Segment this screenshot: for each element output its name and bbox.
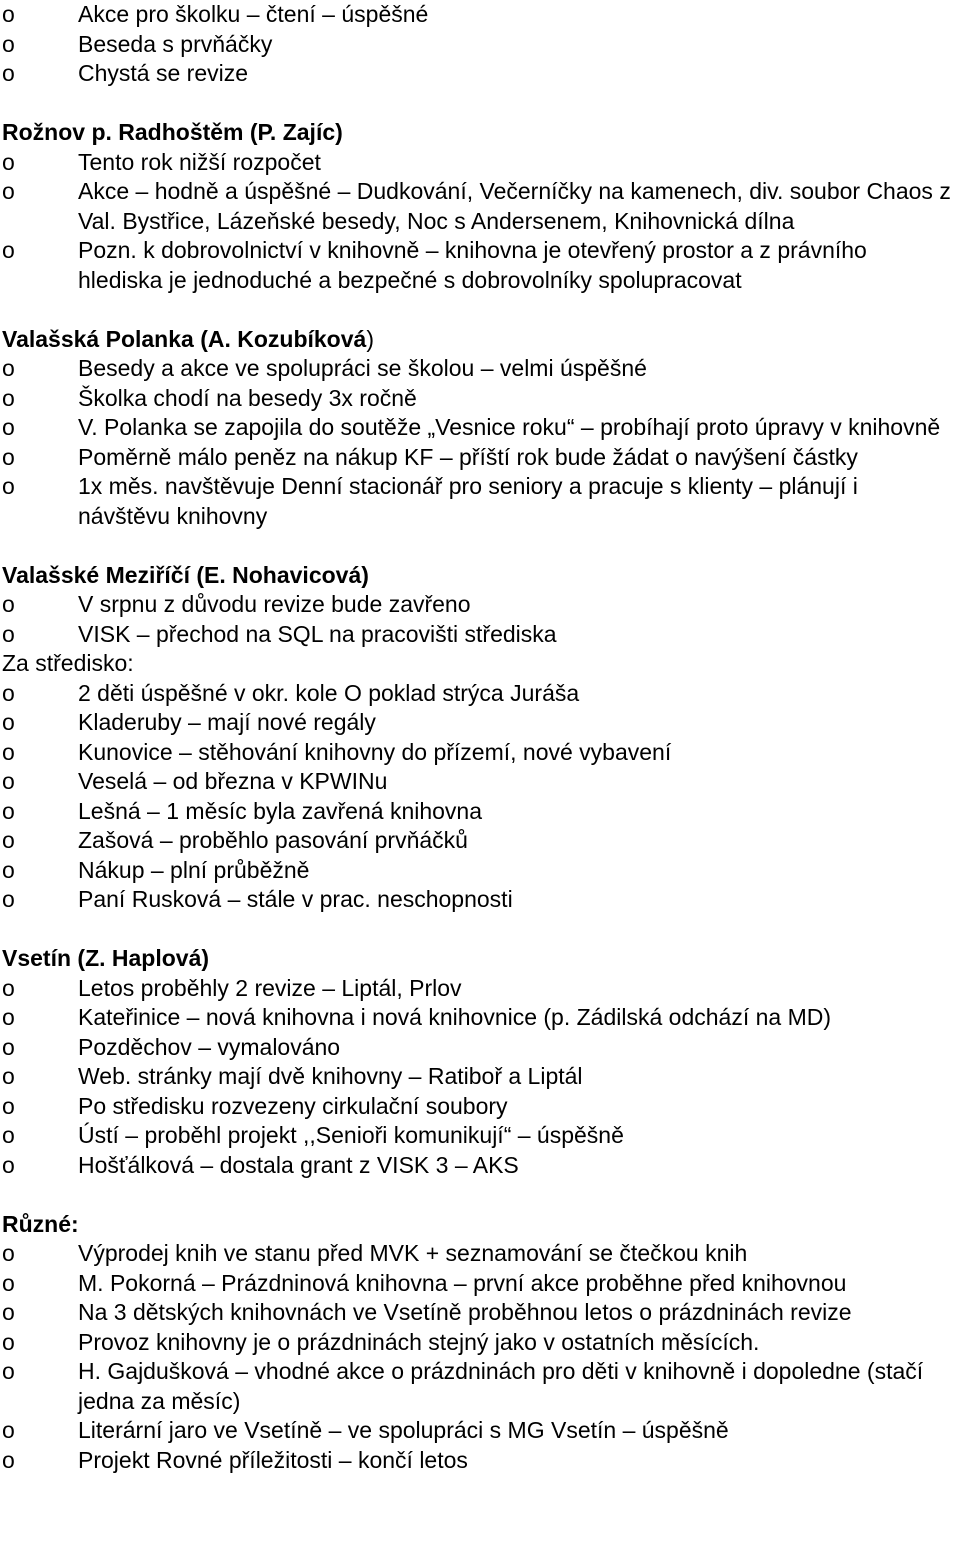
section (2, 561, 960, 915)
bullet-marker: o (2, 679, 15, 706)
list-item-text: Akce pro školku – čtení – úspěšné (78, 1, 429, 27)
list-item-text: Paní Rusková – stále v prac. neschopnosti (78, 886, 513, 912)
list-item (2, 59, 960, 89)
list-item-text: Kateřinice – nová knihovna i nová knihovnice (p. Zádilská odchází na MD) (78, 1004, 832, 1030)
list-item (2, 797, 960, 827)
section-heading-bold: Valašské Meziříčí (E. Nohavicová) (2, 561, 369, 588)
list-item (2, 738, 960, 768)
section (2, 325, 960, 532)
bullet-marker: o (2, 355, 15, 381)
bullet-marker: o (2, 60, 15, 86)
bullet-marker: o (2, 1151, 15, 1178)
section-heading (2, 1210, 960, 1240)
bullet-marker: o (2, 768, 15, 794)
bullet-marker: o (2, 1033, 15, 1060)
list-item (2, 767, 960, 797)
list-item-text: Poměrně málo peněz na nákup KF – příští rok bude žádat o navýšení částky (78, 443, 858, 470)
bullet-marker: o (2, 1328, 15, 1355)
list-item (2, 974, 960, 1004)
sections (2, 118, 960, 1475)
list-item-text: Beseda s prvňáčky (78, 30, 273, 57)
list-item (2, 0, 960, 30)
list-item-text: 1x měs. navštěvuje Denní stacionář pro seniory a pracuje s klienty – plánují i návštěvu knihovny (78, 473, 858, 529)
list-item-text: Letos proběhly 2 revize – Liptál, Prlov (78, 974, 462, 1001)
list-item (2, 708, 960, 738)
list-item (2, 826, 960, 856)
list-item (2, 679, 960, 709)
section-heading (2, 118, 960, 148)
list-item (2, 236, 960, 295)
subheading: Za středisko: (2, 650, 134, 676)
list-item (2, 443, 960, 473)
bullet-marker: o (2, 886, 15, 912)
section-heading (2, 561, 960, 591)
list-item (2, 856, 960, 886)
section (2, 1210, 960, 1476)
list-item-text: Zašová – proběhlo pasování prvňáčků (78, 827, 468, 853)
list-item-text: Na 3 dětských knihovnách ve Vsetíně proběhnou letos o prázdninách revize (78, 1299, 852, 1325)
bullet-marker: o (2, 414, 15, 440)
bullet-marker: o (2, 1269, 15, 1296)
list-item-text: H. Gajdušková – vhodné akce o prázdninách pro děti v knihovně i dopoledne (stačí jedna za měsíc) (78, 1358, 924, 1414)
list-item-text: V srpnu z důvodu revize bude zavřeno (78, 591, 471, 617)
list-item (2, 885, 960, 915)
bullet-marker: o (2, 473, 15, 499)
list-item (2, 1298, 960, 1328)
list-item-text: Besedy a akce ve spolupráci se školou – velmi úspěšné (78, 355, 647, 381)
list-item (2, 30, 960, 60)
list-item (2, 148, 960, 178)
list-item-text: 2 děti úspěšné v okr. kole O poklad strýca Juráša (78, 679, 580, 706)
list-item (2, 1446, 960, 1476)
list-item (2, 1239, 960, 1269)
bullet-marker: o (2, 620, 15, 647)
section-heading-normal: ) (366, 325, 374, 352)
list-item (2, 1062, 960, 1092)
list-item (2, 384, 960, 414)
section-heading-bold: Různé: (2, 1210, 79, 1237)
section-heading-bold: Valašská Polanka (A. Kozubíková (2, 325, 367, 352)
list-item (2, 590, 960, 620)
bullet-marker: o (2, 1, 15, 27)
list-item (2, 1092, 960, 1122)
list-item-text: Hošťálková – dostala grant z VISK 3 – AKS (78, 1151, 519, 1178)
bullet-marker: o (2, 1004, 15, 1030)
list-item (2, 1121, 960, 1151)
list-item (2, 1003, 960, 1033)
list-item (2, 413, 960, 443)
list-item-text: Veselá – od března v KPWINu (78, 768, 388, 794)
section-heading (2, 944, 960, 974)
list-item (2, 620, 960, 650)
bullet-marker: o (2, 709, 15, 735)
bullet-marker: o (2, 148, 15, 175)
section (2, 944, 960, 1180)
list-item-text: Chystá se revize (78, 60, 249, 86)
list-item (2, 472, 960, 531)
list-item-text: VISK – přechod na SQL na pracovišti střediska (78, 620, 557, 647)
list-item-text: Školka chodí na besedy 3x ročně (78, 384, 417, 411)
list-item (2, 1328, 960, 1358)
bullet-marker: o (2, 1417, 15, 1443)
bullet-marker: o (2, 1240, 15, 1266)
bullet-marker: o (2, 30, 15, 57)
list-item-text: Nákup – plní průběžně (78, 856, 310, 883)
bullet-marker: o (2, 1446, 15, 1473)
list-item-text: Výprodej knih ve stanu před MVK + seznamování se čtečkou knih (78, 1240, 748, 1266)
list-item (2, 1151, 960, 1181)
bullet-marker: o (2, 443, 15, 470)
bullet-marker: o (2, 237, 15, 263)
list-item (2, 1357, 960, 1416)
bullet-marker: o (2, 1299, 15, 1325)
list-item (2, 1416, 960, 1446)
list-item (2, 1269, 960, 1299)
bullet-marker: o (2, 384, 15, 411)
list-item-text: Akce – hodně a úspěšné – Dudkování, Večerníčky na kamenech, div. soubor Chaos z Val. Bystřice, Lázeňské besedy, Noc s Andersenem, Knihovnická dílna (78, 178, 951, 234)
bullet-marker: o (2, 856, 15, 883)
list-item-text: Projekt Rovné příležitosti – končí letos (78, 1446, 468, 1473)
bullet-marker: o (2, 738, 15, 765)
section (2, 118, 960, 295)
list-item-text: Kunovice – stěhování knihovny do přízemí, nové vybavení (78, 738, 672, 765)
bullet-marker: o (2, 1122, 15, 1148)
bullet-marker: o (2, 974, 15, 1001)
intro-list (2, 0, 960, 89)
list-item-text: Pozn. k dobrovolnictví v knihovně – knihovna je otevřený prostor a z právního hlediska je jednoduché a bezpečné s dobrovolníky spolupracovat (78, 237, 867, 293)
bullet-marker: o (2, 178, 15, 204)
list-item-text: Kladeruby – mají nové regály (78, 709, 376, 735)
list-item-text: Ústí – proběhl projekt ,,Senioři komunikují“ – úspěšně (78, 1122, 624, 1148)
section-heading (2, 325, 960, 355)
bullet-marker: o (2, 1092, 15, 1119)
bullet-marker: o (2, 797, 15, 824)
list-item (2, 354, 960, 384)
list-item-text: M. Pokorná – Prázdninová knihovna – první akce proběhne před knihovnou (78, 1269, 847, 1296)
list-item-text: Pozděchov – vymalováno (78, 1033, 341, 1060)
section-heading-bold: Rožnov p. Radhoštěm (P. Zajíc) (2, 119, 343, 145)
bullet-marker: o (2, 1358, 15, 1384)
list-item (2, 177, 960, 236)
list-item-text: Provoz knihovny je o prázdninách stejný jako v ostatních měsících. (78, 1328, 760, 1355)
list-item-text: V. Polanka se zapojila do soutěže „Vesnice roku“ – probíhají proto úpravy v knihovně (78, 414, 941, 440)
list-item-text: Lešná – 1 měsíc byla zavřená knihovna (78, 797, 483, 824)
section-heading-bold: Vsetín (Z. Haplová) (2, 945, 210, 971)
bullet-marker: o (2, 591, 15, 617)
bullet-marker: o (2, 1063, 15, 1089)
list-item-text: Literární jaro ve Vsetíně – ve spolupráci s MG Vsetín – úspěšně (78, 1417, 729, 1443)
list-item-text: Web. stránky mají dvě knihovny – Ratiboř a Liptál (78, 1063, 583, 1089)
bullet-marker: o (2, 827, 15, 853)
list-item (2, 1033, 960, 1063)
list-item-text: Tento rok nižší rozpočet (78, 148, 321, 175)
list-item-text: Po středisku rozvezeny cirkulační soubory (78, 1092, 508, 1119)
